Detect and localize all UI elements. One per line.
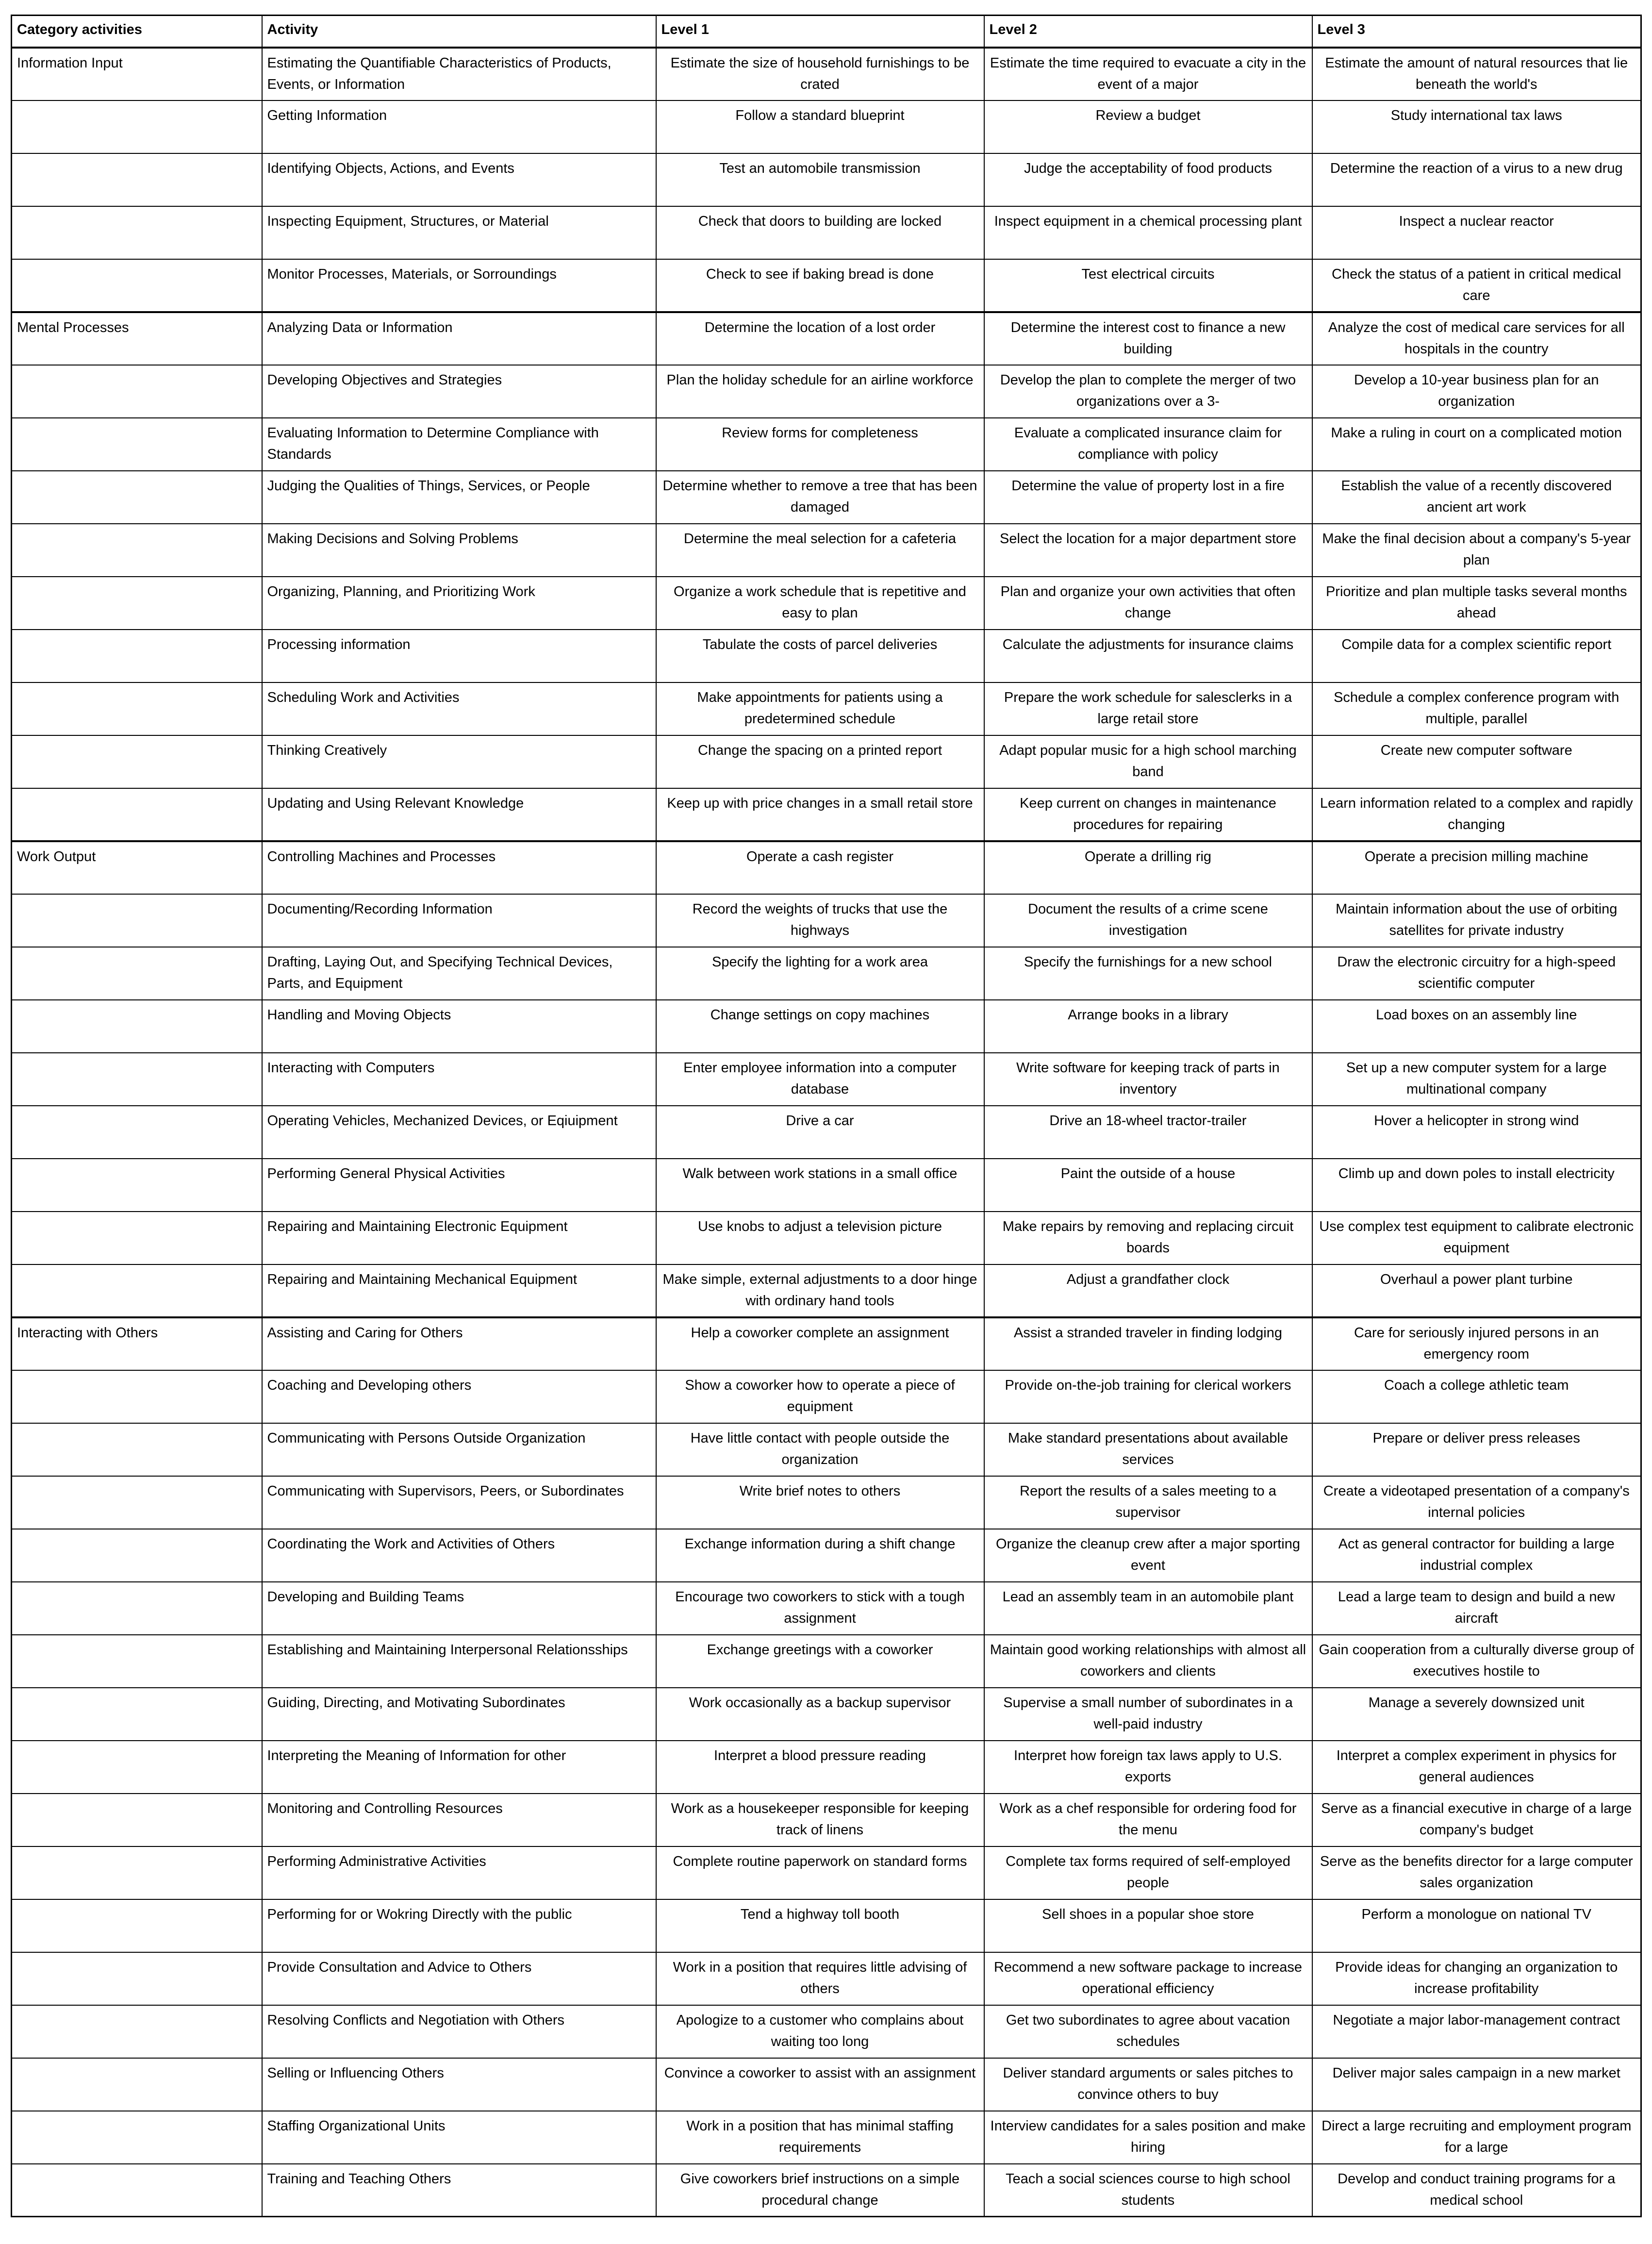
cell-category	[12, 1212, 262, 1264]
cell-level-1: Tabulate the costs of parcel deliveries	[656, 630, 984, 682]
cell-level-1: Make appointments for patients using a predetermined schedule	[656, 682, 984, 735]
table-row	[12, 1688, 1641, 1741]
cell-category	[12, 1053, 262, 1106]
cell-level-3: Serve as a financial executive in charge of a large company's budget	[1312, 1794, 1641, 1846]
cell-level-1: Determine the location of a lost order	[656, 312, 984, 365]
cell-activity: Scheduling Work and Activities	[262, 682, 656, 735]
cell-activity: Staffing Organizational Units	[262, 2111, 656, 2164]
cell-level-2: Make repairs by removing and replacing circuit boards	[984, 1212, 1312, 1264]
cell-category	[12, 630, 262, 682]
table-header	[12, 16, 1641, 48]
table-row	[12, 471, 1641, 524]
cell-level-1: Walk between work stations in a small office	[656, 1159, 984, 1212]
cell-level-2: Drive an 18-wheel tractor-trailer	[984, 1106, 1312, 1159]
cell-level-1: Change the spacing on a printed report	[656, 735, 984, 788]
cell-level-1: Exchange greetings with a coworker	[656, 1635, 984, 1688]
cell-level-1: Test an automobile transmission	[656, 153, 984, 206]
cell-level-3: Provide ideas for changing an organization to increase profitability	[1312, 1952, 1641, 2005]
cell-level-3: Maintain information about the use of orbiting satellites for private industry	[1312, 894, 1641, 947]
cell-level-3: Make the final decision about a company's 5-year plan	[1312, 524, 1641, 577]
table-body	[12, 48, 1641, 2217]
cell-level-2: Supervise a small number of subordinates in a well-paid industry	[984, 1688, 1312, 1741]
cell-level-2: Interview candidates for a sales position and make hiring	[984, 2111, 1312, 2164]
cell-level-3: Study international tax laws	[1312, 100, 1641, 153]
column-header-activity: Activity	[262, 16, 656, 48]
cell-level-1: Work in a position that has minimal staffing requirements	[656, 2111, 984, 2164]
table-row	[12, 1741, 1641, 1794]
column-header-level-1: Level 1	[656, 16, 984, 48]
cell-level-1: Convince a coworker to assist with an assignment	[656, 2058, 984, 2111]
cell-level-2: Judge the acceptability of food products	[984, 153, 1312, 206]
cell-level-1: Complete routine paperwork on standard forms	[656, 1846, 984, 1899]
cell-level-1: Enter employee information into a computer database	[656, 1053, 984, 1106]
cell-level-2: Operate a drilling rig	[984, 841, 1312, 894]
cell-level-3: Negotiate a major labor-management contract	[1312, 2005, 1641, 2058]
cell-level-3: Establish the value of a recently discovered ancient art work	[1312, 471, 1641, 524]
cell-category: Interacting with Others	[12, 1317, 262, 1370]
cell-activity: Provide Consultation and Advice to Others	[262, 1952, 656, 2005]
cell-level-2: Specify the furnishings for a new school	[984, 947, 1312, 1000]
column-header-level-3: Level 3	[1312, 16, 1641, 48]
cell-level-2: Determine the value of property lost in a fire	[984, 471, 1312, 524]
cell-level-2: Deliver standard arguments or sales pitches to convince others to buy	[984, 2058, 1312, 2111]
cell-activity: Thinking Creatively	[262, 735, 656, 788]
cell-level-1: Encourage two coworkers to stick with a tough assignment	[656, 1582, 984, 1635]
cell-level-3: Create new computer software	[1312, 735, 1641, 788]
cell-level-2: Write software for keeping track of parts in inventory	[984, 1053, 1312, 1106]
cell-level-1: Keep up with price changes in a small retail store	[656, 788, 984, 841]
cell-activity: Training and Teaching Others	[262, 2164, 656, 2217]
cell-category	[12, 259, 262, 312]
cell-level-1: Record the weights of trucks that use the highways	[656, 894, 984, 947]
column-header-category-activities: Category activities	[12, 16, 262, 48]
cell-activity: Making Decisions and Solving Problems	[262, 524, 656, 577]
cell-level-3: Analyze the cost of medical care services for all hospitals in the country	[1312, 312, 1641, 365]
cell-level-3: Create a videotaped presentation of a company's internal policies	[1312, 1476, 1641, 1529]
cell-level-1: Review forms for completeness	[656, 418, 984, 471]
cell-activity: Evaluating Information to Determine Compliance with Standards	[262, 418, 656, 471]
table-row	[12, 841, 1641, 894]
cell-activity: Performing General Physical Activities	[262, 1159, 656, 1212]
cell-level-1: Exchange information during a shift change	[656, 1529, 984, 1582]
cell-category	[12, 2005, 262, 2058]
cell-activity: Processing information	[262, 630, 656, 682]
cell-level-1: Apologize to a customer who complains about waiting too long	[656, 2005, 984, 2058]
table-row	[12, 1212, 1641, 1264]
table-row	[12, 1053, 1641, 1106]
cell-category	[12, 894, 262, 947]
cell-activity: Developing and Building Teams	[262, 1582, 656, 1635]
cell-activity: Selling or Influencing Others	[262, 2058, 656, 2111]
table-row	[12, 48, 1641, 100]
cell-category	[12, 153, 262, 206]
cell-level-1: Give coworkers brief instructions on a simple procedural change	[656, 2164, 984, 2217]
cell-category	[12, 1688, 262, 1741]
cell-level-2: Report the results of a sales meeting to a supervisor	[984, 1476, 1312, 1529]
category-activities-table	[11, 15, 1642, 2217]
cell-level-1: Have little contact with people outside the organization	[656, 1423, 984, 1476]
cell-category	[12, 1899, 262, 1952]
cell-level-3: Estimate the amount of natural resources that lie beneath the world's	[1312, 48, 1641, 100]
column-header-level-2: Level 2	[984, 16, 1312, 48]
cell-activity: Monitoring and Controlling Resources	[262, 1794, 656, 1846]
cell-level-1: Use knobs to adjust a television picture	[656, 1212, 984, 1264]
cell-level-3: Climb up and down poles to install electricity	[1312, 1159, 1641, 1212]
cell-level-2: Evaluate a complicated insurance claim for compliance with policy	[984, 418, 1312, 471]
cell-level-3: Lead a large team to design and build a new aircraft	[1312, 1582, 1641, 1635]
table-row	[12, 1106, 1641, 1159]
cell-level-3: Manage a severely downsized unit	[1312, 1688, 1641, 1741]
cell-category	[12, 1846, 262, 1899]
cell-level-3: Care for seriously injured persons in an emergency room	[1312, 1317, 1641, 1370]
table-row	[12, 947, 1641, 1000]
cell-level-3: Develop and conduct training programs for a medical school	[1312, 2164, 1641, 2217]
table-row	[12, 1317, 1641, 1370]
cell-level-2: Make standard presentations about available services	[984, 1423, 1312, 1476]
cell-category	[12, 100, 262, 153]
cell-activity: Updating and Using Relevant Knowledge	[262, 788, 656, 841]
cell-level-2: Develop the plan to complete the merger of two organizations over a 3-	[984, 365, 1312, 418]
cell-category	[12, 418, 262, 471]
cell-level-3: Schedule a complex conference program with multiple, parallel	[1312, 682, 1641, 735]
cell-level-1: Check that doors to building are locked	[656, 206, 984, 259]
table-row	[12, 153, 1641, 206]
cell-level-1: Specify the lighting for a work area	[656, 947, 984, 1000]
cell-category	[12, 1264, 262, 1317]
cell-level-3: Deliver major sales campaign in a new market	[1312, 2058, 1641, 2111]
cell-level-3: Draw the electronic circuitry for a high-speed scientific computer	[1312, 947, 1641, 1000]
cell-category	[12, 206, 262, 259]
cell-activity: Coaching and Developing others	[262, 1370, 656, 1423]
cell-category	[12, 1423, 262, 1476]
cell-category	[12, 365, 262, 418]
cell-level-1: Determine whether to remove a tree that has been damaged	[656, 471, 984, 524]
cell-activity: Performing for or Wokring Directly with the public	[262, 1899, 656, 1952]
cell-level-2: Document the results of a crime scene investigation	[984, 894, 1312, 947]
table-row	[12, 1423, 1641, 1476]
cell-activity: Handling and Moving Objects	[262, 1000, 656, 1053]
cell-level-2: Lead an assembly team in an automobile plant	[984, 1582, 1312, 1635]
cell-level-1: Show a coworker how to operate a piece of equipment	[656, 1370, 984, 1423]
cell-activity: Estimating the Quantifiable Characteristics of Products, Events, or Information	[262, 48, 656, 100]
cell-category: Information Input	[12, 48, 262, 100]
cell-activity: Documenting/Recording Information	[262, 894, 656, 947]
table-row	[12, 100, 1641, 153]
table-row	[12, 2005, 1641, 2058]
cell-activity: Resolving Conflicts and Negotiation with Others	[262, 2005, 656, 2058]
cell-level-2: Interpret how foreign tax laws apply to U.S. exports	[984, 1741, 1312, 1794]
table-row	[12, 1264, 1641, 1317]
cell-category	[12, 2058, 262, 2111]
cell-activity: Communicating with Persons Outside Organization	[262, 1423, 656, 1476]
cell-level-3: Set up a new computer system for a large multinational company	[1312, 1053, 1641, 1106]
table-row	[12, 682, 1641, 735]
cell-level-3: Inspect a nuclear reactor	[1312, 206, 1641, 259]
cell-activity: Drafting, Laying Out, and Specifying Technical Devices, Parts, and Equipment	[262, 947, 656, 1000]
cell-level-1: Plan the holiday schedule for an airline workforce	[656, 365, 984, 418]
cell-category	[12, 1159, 262, 1212]
cell-activity: Interacting with Computers	[262, 1053, 656, 1106]
cell-level-2: Arrange books in a library	[984, 1000, 1312, 1053]
cell-category: Work Output	[12, 841, 262, 894]
cell-activity: Repairing and Maintaining Electronic Equipment	[262, 1212, 656, 1264]
cell-level-2: Determine the interest cost to finance a new building	[984, 312, 1312, 365]
cell-level-2: Inspect equipment in a chemical processing plant	[984, 206, 1312, 259]
cell-level-2: Test electrical circuits	[984, 259, 1312, 312]
cell-level-2: Review a budget	[984, 100, 1312, 153]
table-row	[12, 735, 1641, 788]
cell-activity: Communicating with Supervisors, Peers, or Subordinates	[262, 1476, 656, 1529]
cell-level-2: Adapt popular music for a high school marching band	[984, 735, 1312, 788]
cell-activity: Assisting and Caring for Others	[262, 1317, 656, 1370]
table-row	[12, 1000, 1641, 1053]
cell-level-1: Work occasionally as a backup supervisor	[656, 1688, 984, 1741]
cell-level-3: Act as general contractor for building a large industrial complex	[1312, 1529, 1641, 1582]
cell-category	[12, 471, 262, 524]
cell-level-3: Make a ruling in court on a complicated motion	[1312, 418, 1641, 471]
cell-level-3: Interpret a complex experiment in physics for general audiences	[1312, 1741, 1641, 1794]
table-row	[12, 2058, 1641, 2111]
cell-level-3: Check the status of a patient in critical medical care	[1312, 259, 1641, 312]
table-row	[12, 418, 1641, 471]
cell-level-2: Adjust a grandfather clock	[984, 1264, 1312, 1317]
cell-activity: Developing Objectives and Strategies	[262, 365, 656, 418]
cell-level-3: Coach a college athletic team	[1312, 1370, 1641, 1423]
cell-activity: Identifying Objects, Actions, and Events	[262, 153, 656, 206]
cell-category	[12, 1635, 262, 1688]
cell-level-2: Provide on-the-job training for clerical workers	[984, 1370, 1312, 1423]
cell-level-2: Get two subordinates to agree about vacation schedules	[984, 2005, 1312, 2058]
table-row	[12, 1952, 1641, 2005]
cell-category	[12, 577, 262, 630]
table-row	[12, 1582, 1641, 1635]
cell-level-3: Operate a precision milling machine	[1312, 841, 1641, 894]
cell-level-1: Follow a standard blueprint	[656, 100, 984, 153]
cell-level-2: Work as a chef responsible for ordering food for the menu	[984, 1794, 1312, 1846]
cell-level-1: Interpret a blood pressure reading	[656, 1741, 984, 1794]
cell-level-1: Help a coworker complete an assignment	[656, 1317, 984, 1370]
cell-level-1: Change settings on copy machines	[656, 1000, 984, 1053]
cell-level-3: Overhaul a power plant turbine	[1312, 1264, 1641, 1317]
cell-category	[12, 1000, 262, 1053]
cell-level-3: Prepare or deliver press releases	[1312, 1423, 1641, 1476]
cell-level-2: Organize the cleanup crew after a major sporting event	[984, 1529, 1312, 1582]
cell-activity: Organizing, Planning, and Prioritizing Work	[262, 577, 656, 630]
cell-level-3: Serve as the benefits director for a large computer sales organization	[1312, 1846, 1641, 1899]
cell-level-2: Paint the outside of a house	[984, 1159, 1312, 1212]
cell-activity: Repairing and Maintaining Mechanical Equipment	[262, 1264, 656, 1317]
cell-category: Mental Processes	[12, 312, 262, 365]
cell-level-2: Recommend a new software package to increase operational efficiency	[984, 1952, 1312, 2005]
cell-level-2: Estimate the time required to evacuate a city in the event of a major	[984, 48, 1312, 100]
cell-category	[12, 788, 262, 841]
table-row	[12, 1370, 1641, 1423]
cell-category	[12, 735, 262, 788]
cell-level-3: Load boxes on an assembly line	[1312, 1000, 1641, 1053]
cell-level-3: Compile data for a complex scientific report	[1312, 630, 1641, 682]
cell-level-3: Use complex test equipment to calibrate electronic equipment	[1312, 1212, 1641, 1264]
table-row	[12, 1529, 1641, 1582]
cell-level-1: Drive a car	[656, 1106, 984, 1159]
cell-level-2: Plan and organize your own activities that often change	[984, 577, 1312, 630]
cell-level-2: Calculate the adjustments for insurance claims	[984, 630, 1312, 682]
cell-category	[12, 1106, 262, 1159]
table-row	[12, 1159, 1641, 1212]
cell-level-1: Write brief notes to others	[656, 1476, 984, 1529]
cell-category	[12, 1476, 262, 1529]
cell-category	[12, 1741, 262, 1794]
cell-category	[12, 1794, 262, 1846]
table-row	[12, 788, 1641, 841]
cell-level-1: Work as a housekeeper responsible for keeping track of linens	[656, 1794, 984, 1846]
cell-level-1: Work in a position that requires little advising of others	[656, 1952, 984, 2005]
cell-level-2: Teach a social sciences course to high school students	[984, 2164, 1312, 2217]
cell-activity: Establishing and Maintaining Interpersonal Relationsships	[262, 1635, 656, 1688]
cell-level-1: Make simple, external adjustments to a door hinge with ordinary hand tools	[656, 1264, 984, 1317]
cell-level-3: Develop a 10-year business plan for an organization	[1312, 365, 1641, 418]
cell-level-2: Maintain good working relationships with almost all coworkers and clients	[984, 1635, 1312, 1688]
cell-level-3: Hover a helicopter in strong wind	[1312, 1106, 1641, 1159]
cell-activity: Inspecting Equipment, Structures, or Material	[262, 206, 656, 259]
table-row	[12, 2164, 1641, 2217]
table-row	[12, 2111, 1641, 2164]
cell-category	[12, 682, 262, 735]
cell-activity: Operating Vehicles, Mechanized Devices, or Eqiuipment	[262, 1106, 656, 1159]
cell-category	[12, 1370, 262, 1423]
cell-category	[12, 1529, 262, 1582]
table-row	[12, 312, 1641, 365]
cell-activity: Monitor Processes, Materials, or Sorroundings	[262, 259, 656, 312]
table-header-row	[12, 16, 1641, 48]
cell-level-1: Determine the meal selection for a cafeteria	[656, 524, 984, 577]
cell-level-2: Complete tax forms required of self-employed people	[984, 1846, 1312, 1899]
cell-activity: Controlling Machines and Processes	[262, 841, 656, 894]
table-row	[12, 1635, 1641, 1688]
table-row	[12, 259, 1641, 312]
table-row	[12, 524, 1641, 577]
table-row	[12, 206, 1641, 259]
table-row	[12, 1846, 1641, 1899]
table-row	[12, 1476, 1641, 1529]
cell-level-3: Prioritize and plan multiple tasks several months ahead	[1312, 577, 1641, 630]
cell-level-2: Sell shoes in a popular shoe store	[984, 1899, 1312, 1952]
cell-level-2: Select the location for a major department store	[984, 524, 1312, 577]
cell-level-3: Gain cooperation from a culturally diverse group of executives hostile to	[1312, 1635, 1641, 1688]
cell-level-1: Check to see if baking bread is done	[656, 259, 984, 312]
cell-level-3: Perform a monologue on national TV	[1312, 1899, 1641, 1952]
table-row	[12, 894, 1641, 947]
cell-category	[12, 947, 262, 1000]
cell-level-3: Direct a large recruiting and employment program for a large	[1312, 2111, 1641, 2164]
cell-level-1: Estimate the size of household furnishings to be crated	[656, 48, 984, 100]
table-row	[12, 630, 1641, 682]
cell-level-3: Determine the reaction of a virus to a new drug	[1312, 153, 1641, 206]
cell-activity: Performing Administrative Activities	[262, 1846, 656, 1899]
cell-category	[12, 524, 262, 577]
cell-activity: Coordinating the Work and Activities of Others	[262, 1529, 656, 1582]
cell-level-1: Organize a work schedule that is repetitive and easy to plan	[656, 577, 984, 630]
cell-category	[12, 1952, 262, 2005]
cell-activity: Judging the Qualities of Things, Services, or People	[262, 471, 656, 524]
cell-level-2: Assist a stranded traveler in finding lodging	[984, 1317, 1312, 1370]
table-row	[12, 1899, 1641, 1952]
cell-level-3: Learn information related to a complex and rapidly changing	[1312, 788, 1641, 841]
table-row	[12, 577, 1641, 630]
cell-category	[12, 1582, 262, 1635]
table-row	[12, 365, 1641, 418]
cell-level-2: Prepare the work schedule for salesclerks in a large retail store	[984, 682, 1312, 735]
cell-category	[12, 2111, 262, 2164]
cell-level-1: Operate a cash register	[656, 841, 984, 894]
cell-level-1: Tend a highway toll booth	[656, 1899, 984, 1952]
cell-activity: Guiding, Directing, and Motivating Subordinates	[262, 1688, 656, 1741]
cell-activity: Analyzing Data or Information	[262, 312, 656, 365]
table-row	[12, 1794, 1641, 1846]
cell-level-2: Keep current on changes in maintenance procedures for repairing	[984, 788, 1312, 841]
cell-activity: Interpreting the Meaning of Information for other	[262, 1741, 656, 1794]
cell-category	[12, 2164, 262, 2217]
cell-activity: Getting Information	[262, 100, 656, 153]
